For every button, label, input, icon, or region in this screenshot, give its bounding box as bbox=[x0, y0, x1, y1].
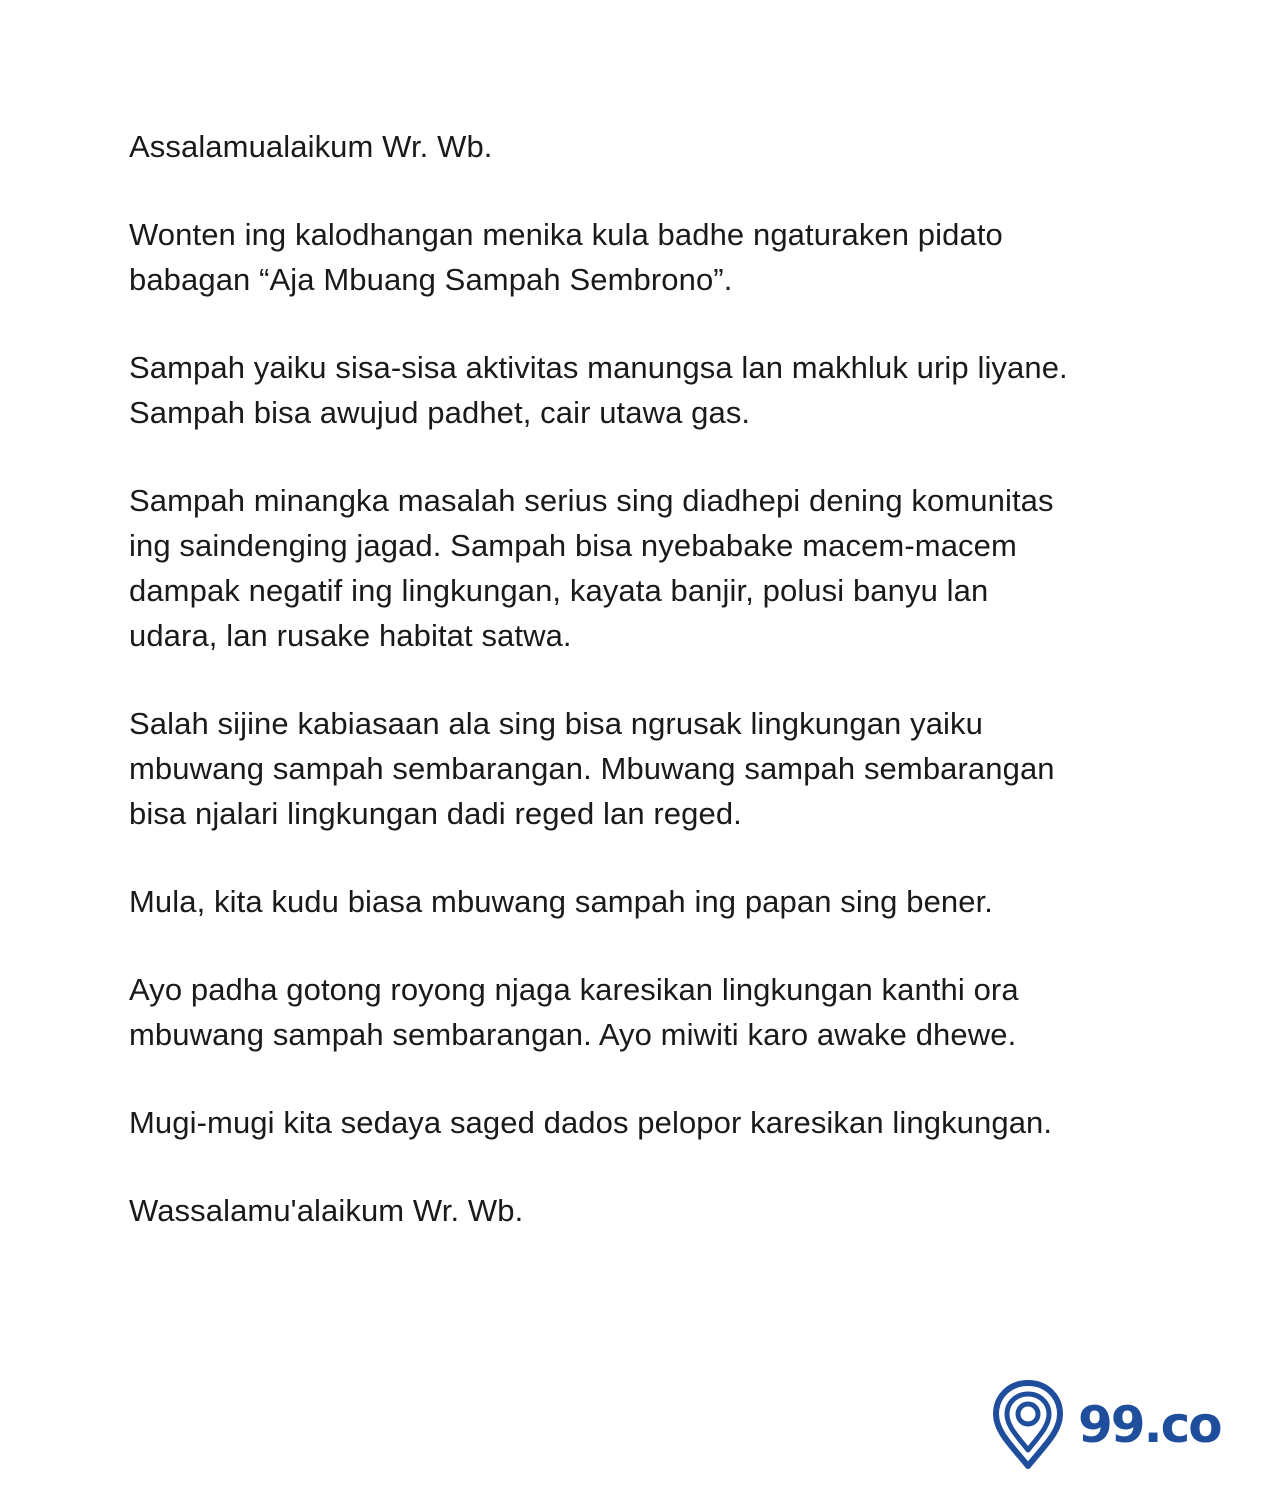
hope-paragraph: Mugi-mugi kita sedaya saged dados pelopor karesikan lingkungan. bbox=[129, 1105, 1053, 1140]
definition-paragraph: Sampah yaiku sisa-sisa aktivitas manungsa lan makhluk urip liyane. Sampah bisa awujud padhet, cair utawa gas. bbox=[129, 350, 1068, 430]
advice-paragraph: Mula, kita kudu biasa mbuwang sampah ing papan sing bener. bbox=[129, 884, 994, 919]
intro-paragraph: Wonten ing kalodhangan menika kula badhe ngaturaken pidato babagan “Aja Mbuang Sampah Sembrono”. bbox=[129, 217, 1003, 297]
brand-logo bbox=[992, 1380, 1232, 1470]
bad-habit-paragraph: Salah sijine kabiasaan ala sing bisa ngrusak lingkungan yaiku mbuwang sampah sembarangan. Mbuwang sampah sembarangan bisa njalari lingkungan dadi reged lan reged. bbox=[129, 706, 1055, 831]
problem-paragraph: Sampah minangka masalah serius sing diadhepi dening komunitas ing saindenging jagad. Sampah bisa nyebabake macem-macem dampak negatif ing lingkungan, kayata banjir, polusi banyu lan udara, lan rusake habitat satwa. bbox=[129, 483, 1054, 653]
brand-name: 99.co bbox=[1078, 1396, 1221, 1454]
opening-greeting: Assalamualaikum Wr. Wb. bbox=[129, 129, 493, 164]
speech-document bbox=[129, 124, 1189, 1276]
location-pin-icon bbox=[992, 1380, 1064, 1470]
invitation-paragraph: Ayo padha gotong royong njaga karesikan lingkungan kanthi ora mbuwang sampah sembarangan. Ayo miwiti karo awake dhewe. bbox=[129, 972, 1019, 1052]
closing-greeting: Wassalamu'alaikum Wr. Wb. bbox=[129, 1193, 524, 1228]
